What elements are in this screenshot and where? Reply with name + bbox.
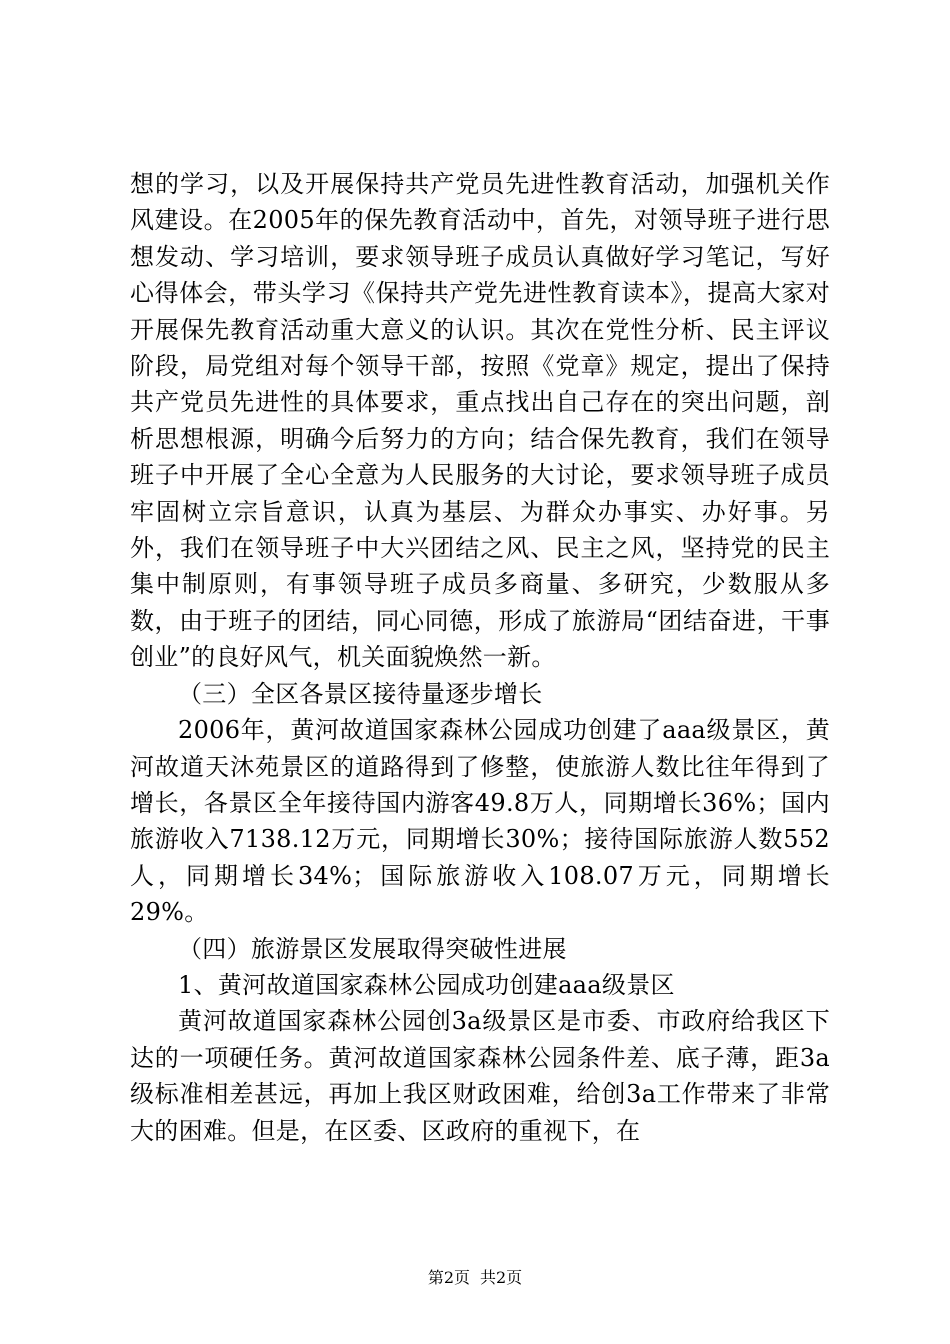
page-footer [0, 1268, 950, 1288]
document-body [130, 166, 830, 1149]
subsection-heading: 1、黄河故道国家森林公园成功创建aaa级景区 [178, 970, 675, 999]
body-paragraph: 2006年，黄河故道国家森林公园成功创建了aaa级景区，黄河故道天沐苑景区的道路得到了修整，使旅游人数比往年得到了增长，各景区全年接待国内游客49.8万人，同期增长36%；国内旅游收入7138.12万元，同期增长30%；接待国际旅游人数552人，同期增长34%；国际旅游收入108.07万元，同期增长29%。 [130, 716, 830, 927]
section-heading: （三）全区各景区接待量逐步增长 [178, 679, 543, 708]
section-heading: （四）旅游景区发展取得突破性进展 [178, 934, 567, 963]
body-paragraph: 黄河故道国家森林公园创3a级景区是市委、市政府给我区下达的一项硬任务。黄河故道国家森林公园条件差、底子薄，距3a级标准相差甚远，再加上我区财政困难，给创3a工作带来了非常大的困难。但是，在区委、区政府的重视下，在 [130, 1007, 830, 1145]
page-number: 第2页 [427, 1268, 470, 1287]
body-paragraph: 想的学习，以及开展保持共产党员先进性教育活动，加强机关作风建设。在2005年的保先教育活动中，首先，对领导班子进行思想发动、学习培训，要求领导班子成员认真做好学习笔记，写好心得体会，带头学习《保持共产党先进性教育读本》，提高大家对开展保先教育活动重大意义的认识。其次在党性分析、民主评议阶段，局党组对每个领导干部，按照《党章》规定，提出了保持共产党员先进性的具体要求，重点找出自己存在的突出问题，剖析思想根源，明确今后努力的方向；结合保先教育，我们在领导班子中开展了全心全意为人民服务的大讨论，要求领导班子成员牢固树立宗旨意识，认真为基层、为群众办事实、办好事。另外，我们在领导班子中大兴团结之风、民主之风，坚持党的民主集中制原则，有事领导班子成员多商量、多研究，少数服从多数，由于班子的团结，同心同德，形成了旅游局“团结奋进，干事创业”的良好风气，机关面貌焕然一新。 [130, 170, 830, 672]
page-total: 共2页 [480, 1268, 523, 1287]
